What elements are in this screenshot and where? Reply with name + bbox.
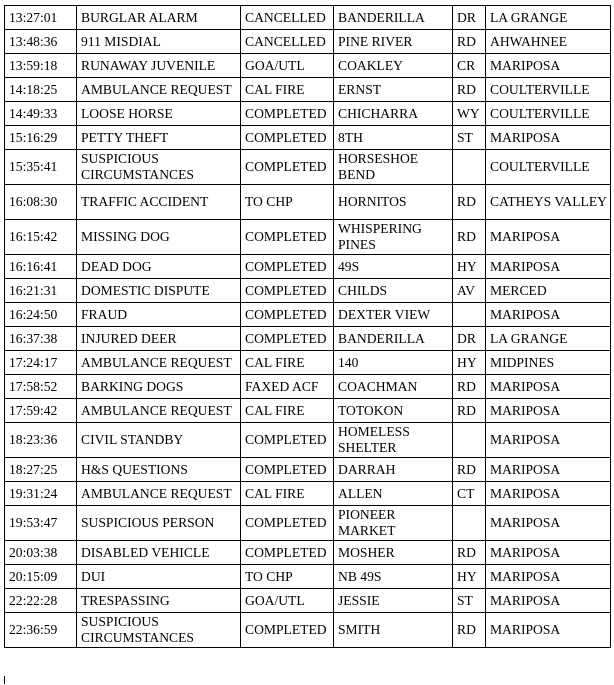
call-type: FRAUD xyxy=(77,303,241,327)
call-disposition: COMPLETED xyxy=(241,327,334,351)
call-type: TRAFFIC ACCIDENT xyxy=(77,185,241,220)
street-suffix: HY xyxy=(453,351,486,375)
call-time: 17:58:52 xyxy=(5,375,77,399)
table-row xyxy=(5,482,611,506)
street-name: DARRAH xyxy=(334,458,453,482)
call-disposition: COMPLETED xyxy=(241,458,334,482)
call-type: BARKING DOGS xyxy=(77,375,241,399)
call-disposition: FAXED ACF xyxy=(241,375,334,399)
table-row xyxy=(5,30,611,54)
call-time: 15:35:41 xyxy=(5,150,77,185)
call-type: AMBULANCE REQUEST xyxy=(77,399,241,423)
call-disposition: COMPLETED xyxy=(241,220,334,255)
street-suffix xyxy=(453,423,486,458)
street-name: WHISPERING PINES xyxy=(334,220,453,255)
call-log-body xyxy=(5,6,611,648)
street-name: 8TH xyxy=(334,126,453,150)
call-disposition: COMPLETED xyxy=(241,126,334,150)
call-disposition: TO CHP xyxy=(241,565,334,589)
city-name: MARIPOSA xyxy=(486,506,611,541)
call-disposition: COMPLETED xyxy=(241,506,334,541)
table-row xyxy=(5,506,611,541)
call-time: 17:24:17 xyxy=(5,351,77,375)
street-name: PIONEER MARKET xyxy=(334,506,453,541)
street-name: MOSHER xyxy=(334,541,453,565)
table-row xyxy=(5,220,611,255)
call-type: DEAD DOG xyxy=(77,255,241,279)
street-suffix: RD xyxy=(453,458,486,482)
street-name: DEXTER VIEW xyxy=(334,303,453,327)
call-time: 16:24:50 xyxy=(5,303,77,327)
call-time: 14:49:33 xyxy=(5,102,77,126)
call-time: 18:23:36 xyxy=(5,423,77,458)
call-disposition: COMPLETED xyxy=(241,102,334,126)
street-name: SMITH xyxy=(334,613,453,648)
call-type: BURGLAR ALARM xyxy=(77,6,241,30)
table-row xyxy=(5,279,611,303)
street-name: NB 49S xyxy=(334,565,453,589)
street-name: ERNST xyxy=(334,78,453,102)
city-name: CATHEYS VALLEY xyxy=(486,185,611,220)
table-row xyxy=(5,150,611,185)
call-disposition: GOA/UTL xyxy=(241,54,334,78)
street-name: COAKLEY xyxy=(334,54,453,78)
street-suffix: RD xyxy=(453,375,486,399)
call-time: 22:22:28 xyxy=(5,589,77,613)
table-row xyxy=(5,423,611,458)
street-suffix: AV xyxy=(453,279,486,303)
city-name: COULTERVILLE xyxy=(486,150,611,185)
street-suffix: CR xyxy=(453,54,486,78)
table-row xyxy=(5,589,611,613)
call-time: 19:53:47 xyxy=(5,506,77,541)
street-suffix: HY xyxy=(453,565,486,589)
city-name: MARIPOSA xyxy=(486,613,611,648)
call-type: AMBULANCE REQUEST xyxy=(77,78,241,102)
call-type: SUSPICIOUS PERSON xyxy=(77,506,241,541)
street-name: 140 xyxy=(334,351,453,375)
street-suffix xyxy=(453,506,486,541)
call-time: 18:27:25 xyxy=(5,458,77,482)
call-disposition: COMPLETED xyxy=(241,255,334,279)
city-name: MIDPINES xyxy=(486,351,611,375)
call-time: 16:37:38 xyxy=(5,327,77,351)
table-row xyxy=(5,375,611,399)
street-name: PINE RIVER xyxy=(334,30,453,54)
city-name: MARIPOSA xyxy=(486,220,611,255)
city-name: AHWAHNEE xyxy=(486,30,611,54)
city-name: MARIPOSA xyxy=(486,375,611,399)
city-name: COULTERVILLE xyxy=(486,78,611,102)
call-time: 13:48:36 xyxy=(5,30,77,54)
call-time: 14:18:25 xyxy=(5,78,77,102)
call-type: RUNAWAY JUVENILE xyxy=(77,54,241,78)
table-row xyxy=(5,255,611,279)
call-time: 16:21:31 xyxy=(5,279,77,303)
table-row xyxy=(5,565,611,589)
street-name: CHICHARRA xyxy=(334,102,453,126)
street-name: HORNITOS xyxy=(334,185,453,220)
call-type: SUSPICIOUS CIRCUMSTANCES xyxy=(77,150,241,185)
call-type: AMBULANCE REQUEST xyxy=(77,351,241,375)
table-row xyxy=(5,327,611,351)
call-disposition: TO CHP xyxy=(241,185,334,220)
table-row xyxy=(5,102,611,126)
call-disposition: COMPLETED xyxy=(241,613,334,648)
call-disposition: COMPLETED xyxy=(241,423,334,458)
call-disposition: CANCELLED xyxy=(241,30,334,54)
call-disposition: COMPLETED xyxy=(241,279,334,303)
call-type: DISABLED VEHICLE xyxy=(77,541,241,565)
call-time: 13:59:18 xyxy=(5,54,77,78)
call-type: LOOSE HORSE xyxy=(77,102,241,126)
street-name: ALLEN xyxy=(334,482,453,506)
call-type: INJURED DEER xyxy=(77,327,241,351)
table-row xyxy=(5,399,611,423)
city-name: MARIPOSA xyxy=(486,399,611,423)
call-type: 911 MISDIAL xyxy=(77,30,241,54)
table-row xyxy=(5,613,611,648)
street-name: BANDERILLA xyxy=(334,6,453,30)
page-edge-mark xyxy=(4,676,5,684)
street-name: COACHMAN xyxy=(334,375,453,399)
table-row xyxy=(5,541,611,565)
table-row xyxy=(5,126,611,150)
street-suffix xyxy=(453,150,486,185)
city-name: MARIPOSA xyxy=(486,255,611,279)
call-disposition: CAL FIRE xyxy=(241,482,334,506)
street-suffix: RD xyxy=(453,399,486,423)
call-time: 19:31:24 xyxy=(5,482,77,506)
call-disposition: COMPLETED xyxy=(241,150,334,185)
call-time: 16:15:42 xyxy=(5,220,77,255)
call-disposition: CAL FIRE xyxy=(241,351,334,375)
street-name: HOMELESS SHELTER xyxy=(334,423,453,458)
street-suffix: CT xyxy=(453,482,486,506)
street-suffix: ST xyxy=(453,589,486,613)
city-name: MARIPOSA xyxy=(486,565,611,589)
call-type: SUSPICIOUS CIRCUMSTANCES xyxy=(77,613,241,648)
city-name: COULTERVILLE xyxy=(486,102,611,126)
table-row xyxy=(5,185,611,220)
call-type: DUI xyxy=(77,565,241,589)
street-suffix: RD xyxy=(453,220,486,255)
call-time: 17:59:42 xyxy=(5,399,77,423)
city-name: MARIPOSA xyxy=(486,482,611,506)
table-row xyxy=(5,458,611,482)
street-suffix: DR xyxy=(453,327,486,351)
call-time: 16:08:30 xyxy=(5,185,77,220)
city-name: LA GRANGE xyxy=(486,327,611,351)
city-name: MARIPOSA xyxy=(486,303,611,327)
street-name: HORSESHOE BEND xyxy=(334,150,453,185)
street-suffix: RD xyxy=(453,78,486,102)
table-row xyxy=(5,6,611,30)
table-row xyxy=(5,78,611,102)
call-time: 20:15:09 xyxy=(5,565,77,589)
city-name: MARIPOSA xyxy=(486,126,611,150)
street-suffix: RD xyxy=(453,613,486,648)
call-type: PETTY THEFT xyxy=(77,126,241,150)
table-row xyxy=(5,54,611,78)
table-row xyxy=(5,303,611,327)
call-disposition: GOA/UTL xyxy=(241,589,334,613)
street-suffix: ST xyxy=(453,126,486,150)
call-time: 20:03:38 xyxy=(5,541,77,565)
call-type: TRESPASSING xyxy=(77,589,241,613)
call-disposition: COMPLETED xyxy=(241,541,334,565)
street-suffix: RD xyxy=(453,30,486,54)
street-name: BANDERILLA xyxy=(334,327,453,351)
call-time: 16:16:41 xyxy=(5,255,77,279)
call-time: 15:16:29 xyxy=(5,126,77,150)
city-name: MARIPOSA xyxy=(486,589,611,613)
street-suffix: WY xyxy=(453,102,486,126)
street-name: 49S xyxy=(334,255,453,279)
table-row xyxy=(5,351,611,375)
street-suffix: DR xyxy=(453,6,486,30)
street-name: TOTOKON xyxy=(334,399,453,423)
street-name: JESSIE xyxy=(334,589,453,613)
call-type: MISSING DOG xyxy=(77,220,241,255)
call-type: H&S QUESTIONS xyxy=(77,458,241,482)
city-name: MARIPOSA xyxy=(486,423,611,458)
city-name: MERCED xyxy=(486,279,611,303)
call-log-table xyxy=(4,5,611,648)
call-disposition: CANCELLED xyxy=(241,6,334,30)
city-name: MARIPOSA xyxy=(486,54,611,78)
street-suffix: RD xyxy=(453,185,486,220)
city-name: LA GRANGE xyxy=(486,6,611,30)
call-type: AMBULANCE REQUEST xyxy=(77,482,241,506)
call-disposition: COMPLETED xyxy=(241,303,334,327)
call-disposition: CAL FIRE xyxy=(241,399,334,423)
street-name: CHILDS xyxy=(334,279,453,303)
call-time: 13:27:01 xyxy=(5,6,77,30)
street-suffix xyxy=(453,303,486,327)
city-name: MARIPOSA xyxy=(486,458,611,482)
street-suffix: HY xyxy=(453,255,486,279)
city-name: MARIPOSA xyxy=(486,541,611,565)
call-type: CIVIL STANDBY xyxy=(77,423,241,458)
call-time: 22:36:59 xyxy=(5,613,77,648)
call-type: DOMESTIC DISPUTE xyxy=(77,279,241,303)
call-disposition: CAL FIRE xyxy=(241,78,334,102)
street-suffix: RD xyxy=(453,541,486,565)
